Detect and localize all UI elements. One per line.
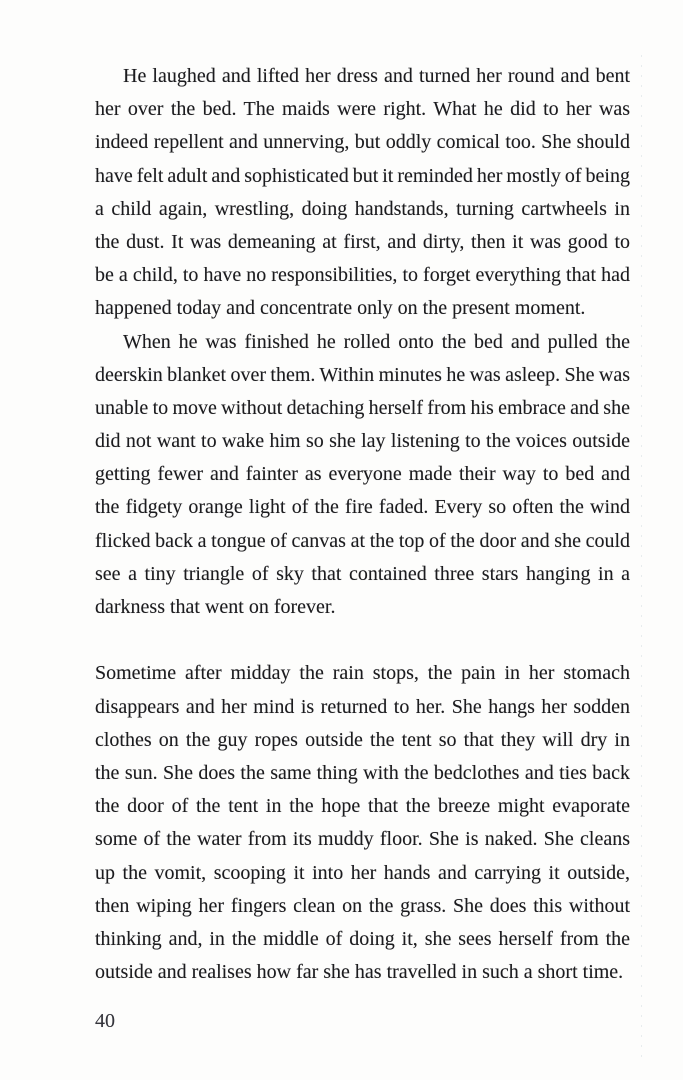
- text-line: When he was finished he rolled onto the bed and pulled the: [123, 330, 630, 353]
- text-line: see a tiny triangle of sky that contained three stars hanging in a: [95, 562, 631, 585]
- text-line: then wiping her fingers clean on the grass. She does this without: [95, 894, 631, 917]
- text-line: deerskin blanket over them. Within minutes he was asleep. She was: [95, 363, 631, 386]
- text-line: Sometime after midday the rain stops, the pain in her stomach: [95, 662, 630, 685]
- text-line: unable to move without detaching herself from his embrace and she: [95, 396, 630, 419]
- text-line: her over the bed. The maids were right. What he did to her was: [95, 98, 631, 121]
- page-number: 40: [95, 1010, 115, 1032]
- text-line: He laughed and lifted her dress and turned her round and bent: [123, 65, 631, 87]
- text-line: getting fewer and fainter as everyone made their way to bed and: [95, 463, 631, 486]
- text-line: outside and realises how far she has travelled in such a short time.: [95, 961, 624, 984]
- text-line: did not want to wake him so she lay listening to the voices outside: [95, 430, 631, 453]
- text-line: the fidgety orange light of the fire faded. Every so often the wind: [95, 496, 631, 519]
- text-line: indeed repellent and unnerving, but oddly comical too. She should: [95, 131, 630, 154]
- text-line: the dust. It was demeaning at first, and dirty, then it was good to: [95, 230, 631, 253]
- text-line: up the vomit, scooping it into her hands and carrying it outside,: [95, 861, 630, 884]
- page-text: [95, 60, 630, 989]
- paragraph: [95, 60, 630, 326]
- text-line: disappears and her mind is returned to her. She hangs her sodden: [95, 695, 631, 718]
- text-line: the door of the tent in the hope that the breeze might evaporate: [95, 795, 631, 818]
- text-line: darkness that went on forever.: [95, 596, 336, 618]
- scan-edge-artifact: [641, 55, 642, 1065]
- text-line: flicked back a tongue of canvas at the top of the door and she could: [95, 529, 631, 552]
- text-line: have felt adult and sophisticated but it reminded her mostly of being: [95, 164, 630, 187]
- text-line: be a child, to have no responsibilities, to forget everything that had: [95, 264, 630, 287]
- text-line: clothes on the guy ropes outside the tent so that they will dry in: [95, 728, 630, 751]
- text-line: a child again, wrestling, doing handstands, turning cartwheels in: [95, 197, 630, 220]
- text-line: some of the water from its muddy floor. She is naked. She cleans: [95, 828, 631, 851]
- paragraph: [95, 326, 630, 625]
- paragraph: [95, 657, 630, 989]
- text-line: thinking and, in the middle of doing it, she sees herself from the: [95, 927, 631, 950]
- text-line: happened today and concentrate only on the present moment.: [95, 297, 586, 320]
- text-line: the sun. She does the same thing with the bedclothes and ties back: [95, 761, 630, 784]
